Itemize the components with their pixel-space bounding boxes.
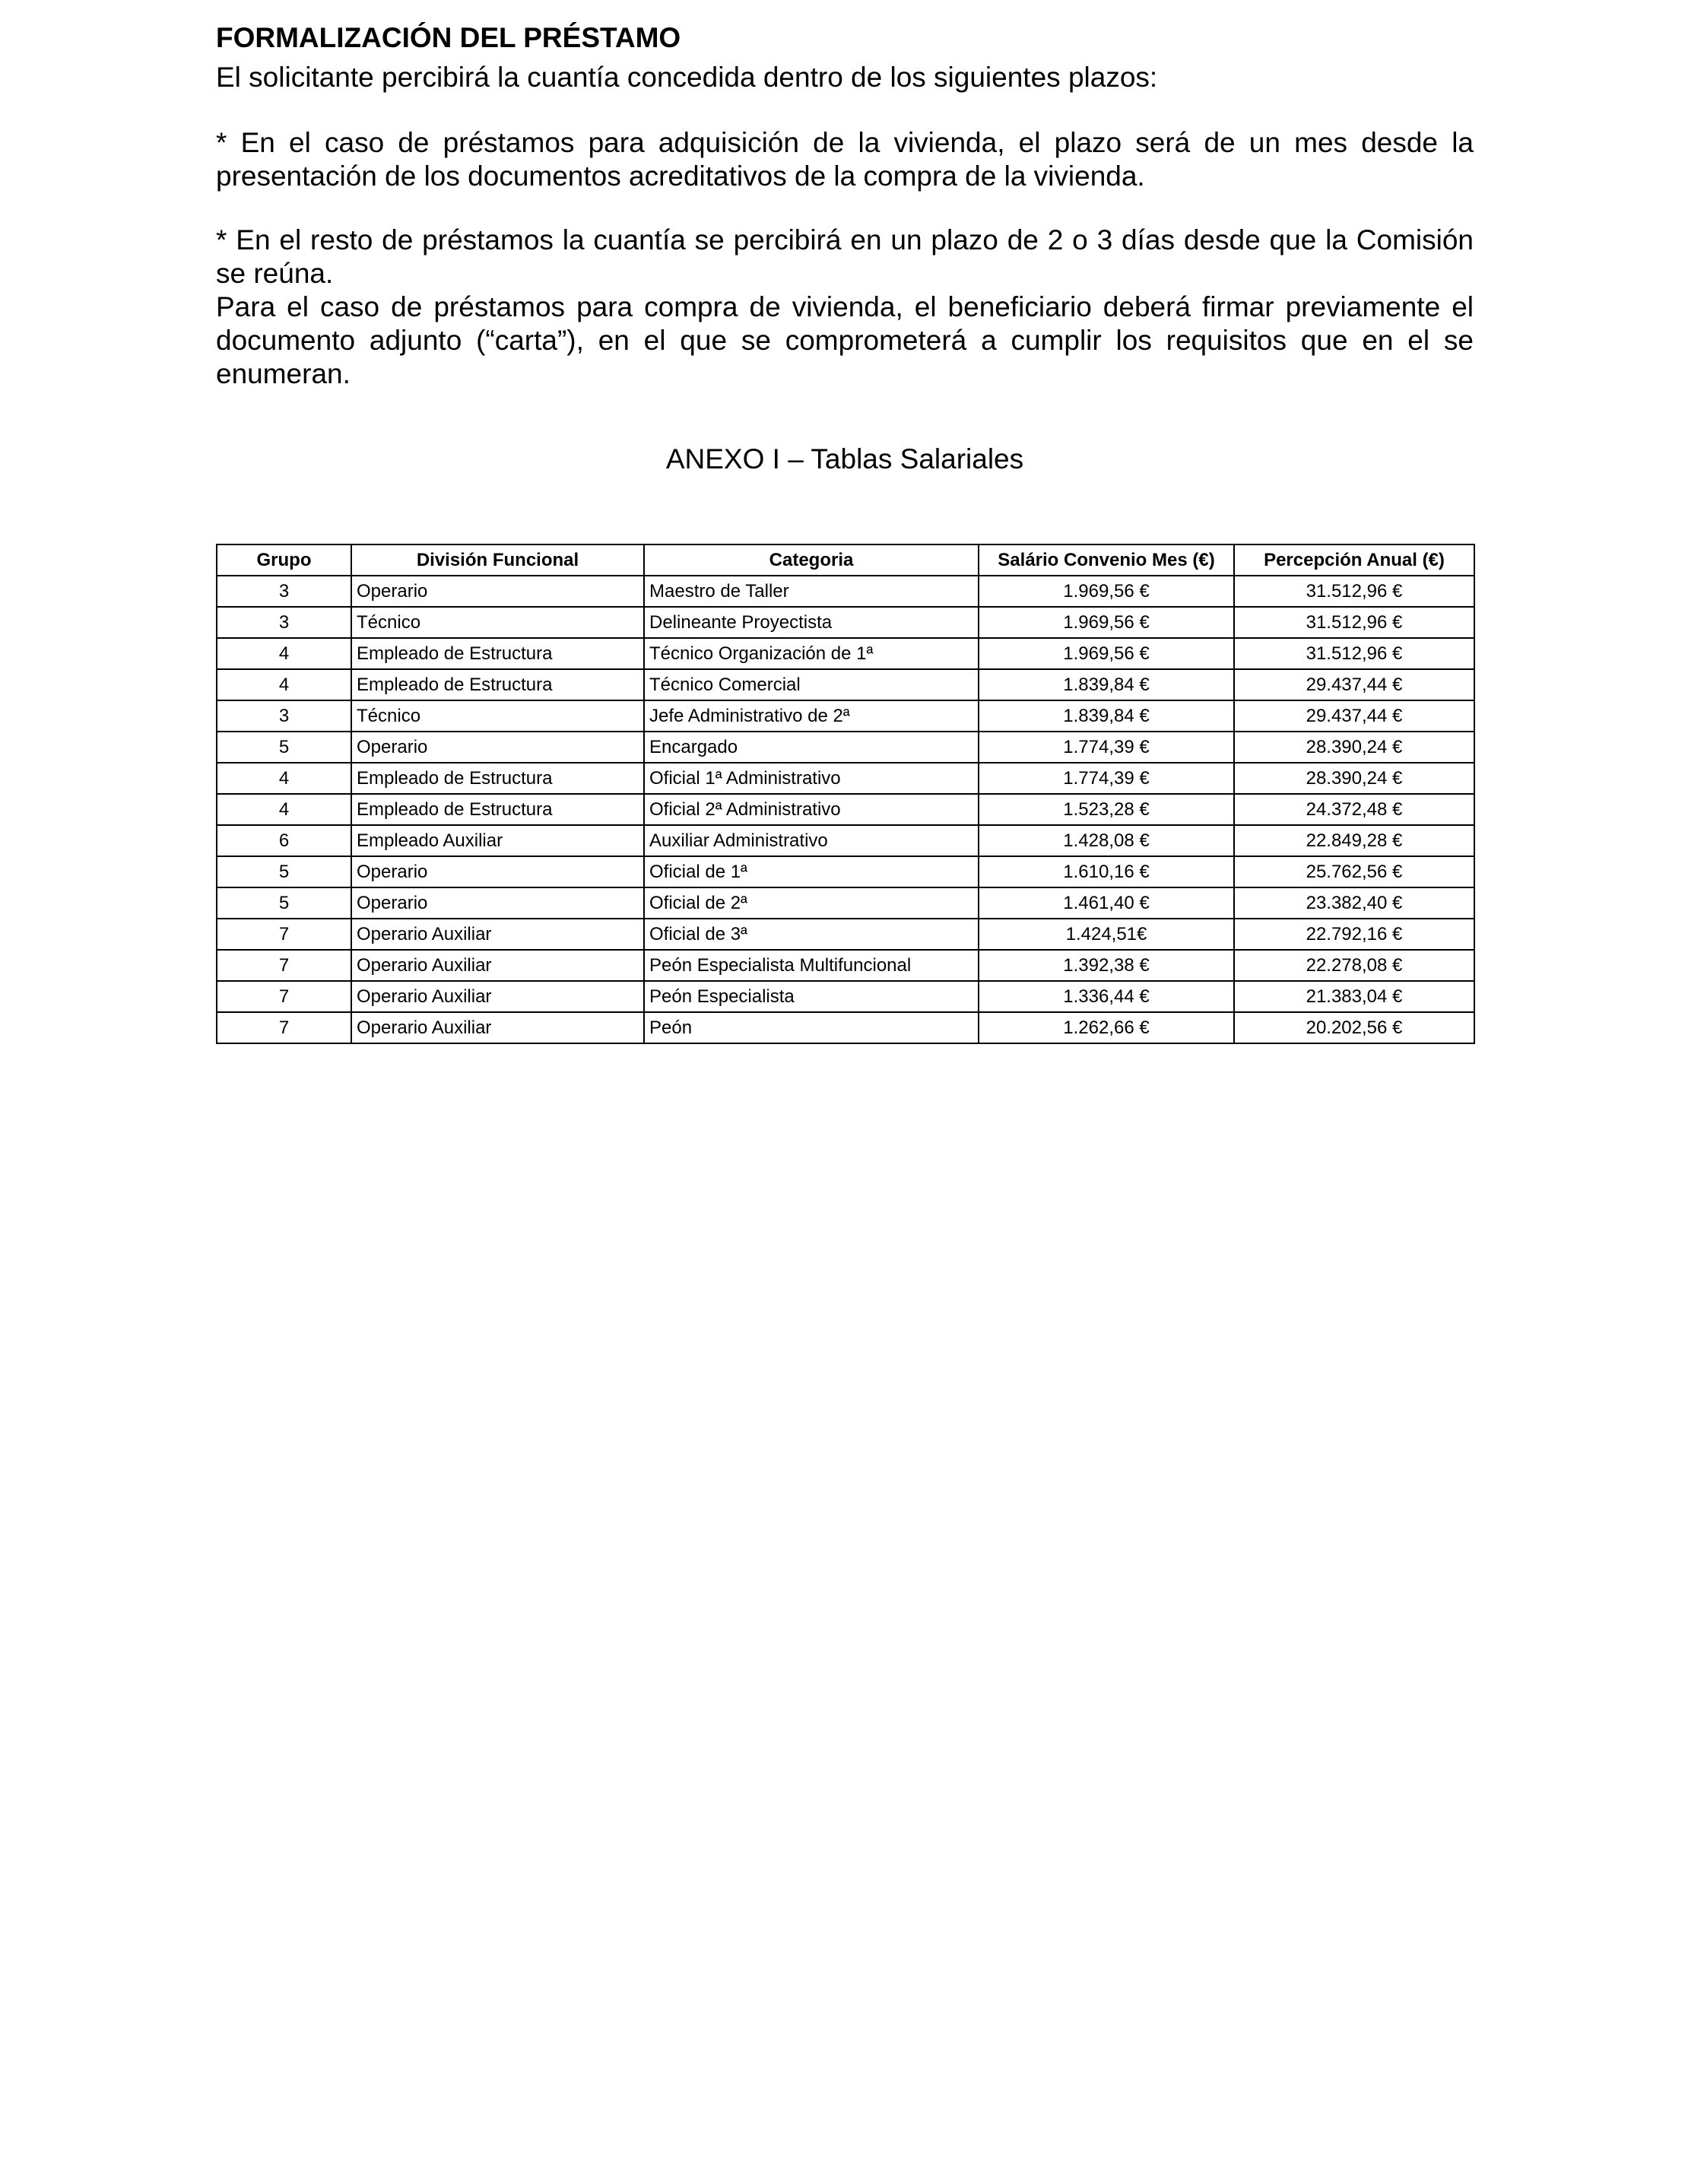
cell-division: Operario [351, 856, 644, 887]
table-row [217, 950, 1474, 981]
table-row [217, 856, 1474, 887]
cell-salario-mes: 1.461,40 € [979, 887, 1234, 919]
cell-percepcion-anual: 28.390,24 € [1234, 763, 1474, 794]
table-row [217, 763, 1474, 794]
cell-percepcion-anual: 28.390,24 € [1234, 732, 1474, 763]
cell-percepcion-anual: 20.202,56 € [1234, 1012, 1474, 1043]
cell-categoria: Técnico Organización de 1ª [644, 638, 979, 669]
cell-grupo: 4 [217, 763, 351, 794]
cell-categoria: Peón Especialista [644, 981, 979, 1012]
cell-categoria: Oficial de 3ª [644, 919, 979, 950]
cell-division: Operario Auxiliar [351, 919, 644, 950]
cell-percepcion-anual: 23.382,40 € [1234, 887, 1474, 919]
intro-paragraph: El solicitante percibirá la cuantía concedida dentro de los siguientes plazos: [216, 62, 1158, 93]
cell-grupo: 5 [217, 887, 351, 919]
cell-categoria: Delineante Proyectista [644, 607, 979, 638]
cell-grupo: 6 [217, 825, 351, 856]
paragraph-other-loans: * En el resto de préstamos la cuantía se percibirá en un plazo de 2 o 3 días desde que la Comisión se reúna. [216, 224, 1474, 289]
cell-categoria: Jefe Administrativo de 2ª [644, 700, 979, 732]
paragraph-housing-loan: * En el caso de préstamos para adquisición de la vivienda, el plazo será de un mes desde la presentación de los documentos acreditativos de la compra de la vivienda. [216, 127, 1474, 192]
header-categoria: Categoria [644, 544, 979, 576]
cell-division: Operario [351, 732, 644, 763]
cell-salario-mes: 1.969,56 € [979, 607, 1234, 638]
table-row [217, 887, 1474, 919]
cell-salario-mes: 1.839,84 € [979, 700, 1234, 732]
cell-categoria: Maestro de Taller [644, 576, 979, 607]
cell-grupo: 7 [217, 919, 351, 950]
cell-division: Técnico [351, 700, 644, 732]
cell-grupo: 7 [217, 1012, 351, 1043]
cell-division: Operario Auxiliar [351, 950, 644, 981]
table-row [217, 576, 1474, 607]
annex-title: ANEXO I – Tablas Salariales [665, 443, 1024, 475]
cell-percepcion-anual: 31.512,96 € [1234, 607, 1474, 638]
section-heading: FORMALIZACIÓN DEL PRÉSTAMO [216, 22, 681, 53]
table-row [217, 732, 1474, 763]
cell-salario-mes: 1.336,44 € [979, 981, 1234, 1012]
cell-grupo: 7 [217, 950, 351, 981]
cell-salario-mes: 1.523,28 € [979, 794, 1234, 825]
table-row [217, 638, 1474, 669]
cell-percepcion-anual: 22.278,08 € [1234, 950, 1474, 981]
table-row [217, 981, 1474, 1012]
header-division-funcional: División Funcional [351, 544, 644, 576]
cell-salario-mes: 1.969,56 € [979, 576, 1234, 607]
cell-division: Operario Auxiliar [351, 981, 644, 1012]
cell-salario-mes: 1.969,56 € [979, 638, 1234, 669]
cell-grupo: 3 [217, 607, 351, 638]
cell-categoria: Oficial 1ª Administrativo [644, 763, 979, 794]
cell-grupo: 4 [217, 638, 351, 669]
cell-division: Empleado de Estructura [351, 669, 644, 700]
cell-percepcion-anual: 29.437,44 € [1234, 700, 1474, 732]
cell-salario-mes: 1.262,66 € [979, 1012, 1234, 1043]
cell-categoria: Peón [644, 1012, 979, 1043]
document-page [216, 15, 1474, 476]
cell-salario-mes: 1.424,51€ [979, 919, 1234, 950]
table-header-row [217, 544, 1474, 576]
cell-categoria: Oficial 2ª Administrativo [644, 794, 979, 825]
cell-salario-mes: 1.610,16 € [979, 856, 1234, 887]
cell-salario-mes: 1.839,84 € [979, 669, 1234, 700]
cell-division: Operario Auxiliar [351, 1012, 644, 1043]
cell-percepcion-anual: 22.849,28 € [1234, 825, 1474, 856]
cell-percepcion-anual: 31.512,96 € [1234, 576, 1474, 607]
cell-grupo: 7 [217, 981, 351, 1012]
cell-categoria: Peón Especialista Multifuncional [644, 950, 979, 981]
cell-division: Empleado de Estructura [351, 794, 644, 825]
table-body [217, 576, 1474, 1043]
cell-grupo: 3 [217, 576, 351, 607]
table-row [217, 669, 1474, 700]
cell-grupo: 3 [217, 700, 351, 732]
table-row [217, 1012, 1474, 1043]
table-row [217, 825, 1474, 856]
cell-division: Operario [351, 576, 644, 607]
cell-salario-mes: 1.392,38 € [979, 950, 1234, 981]
cell-percepcion-anual: 24.372,48 € [1234, 794, 1474, 825]
cell-division: Técnico [351, 607, 644, 638]
cell-grupo: 5 [217, 856, 351, 887]
header-percepcion-anual: Percepción Anual (€) [1234, 544, 1474, 576]
cell-division: Empleado Auxiliar [351, 825, 644, 856]
cell-grupo: 4 [217, 794, 351, 825]
cell-salario-mes: 1.428,08 € [979, 825, 1234, 856]
cell-categoria: Técnico Comercial [644, 669, 979, 700]
cell-division: Operario [351, 887, 644, 919]
cell-percepcion-anual: 21.383,04 € [1234, 981, 1474, 1012]
cell-grupo: 5 [217, 732, 351, 763]
cell-categoria: Oficial de 2ª [644, 887, 979, 919]
cell-categoria: Oficial de 1ª [644, 856, 979, 887]
cell-salario-mes: 1.774,39 € [979, 763, 1234, 794]
cell-categoria: Auxiliar Administrativo [644, 825, 979, 856]
header-salario-mes: Salário Convenio Mes (€) [979, 544, 1234, 576]
cell-salario-mes: 1.774,39 € [979, 732, 1234, 763]
cell-percepcion-anual: 25.762,56 € [1234, 856, 1474, 887]
header-grupo: Grupo [217, 544, 351, 576]
cell-percepcion-anual: 29.437,44 € [1234, 669, 1474, 700]
cell-division: Empleado de Estructura [351, 638, 644, 669]
cell-categoria: Encargado [644, 732, 979, 763]
table-row [217, 794, 1474, 825]
salary-table [216, 544, 1475, 1044]
table-row [217, 607, 1474, 638]
cell-grupo: 4 [217, 669, 351, 700]
cell-percepcion-anual: 31.512,96 € [1234, 638, 1474, 669]
cell-division: Empleado de Estructura [351, 763, 644, 794]
cell-percepcion-anual: 22.792,16 € [1234, 919, 1474, 950]
table-row [217, 919, 1474, 950]
paragraph-letter-requirement: Para el caso de préstamos para compra de vivienda, el beneficiario deberá firmar previamente el documento adjunto (“carta”), en el que se comprometerá a cumplir los requisitos que en el se enumeran. [216, 291, 1474, 389]
table-row [217, 700, 1474, 732]
